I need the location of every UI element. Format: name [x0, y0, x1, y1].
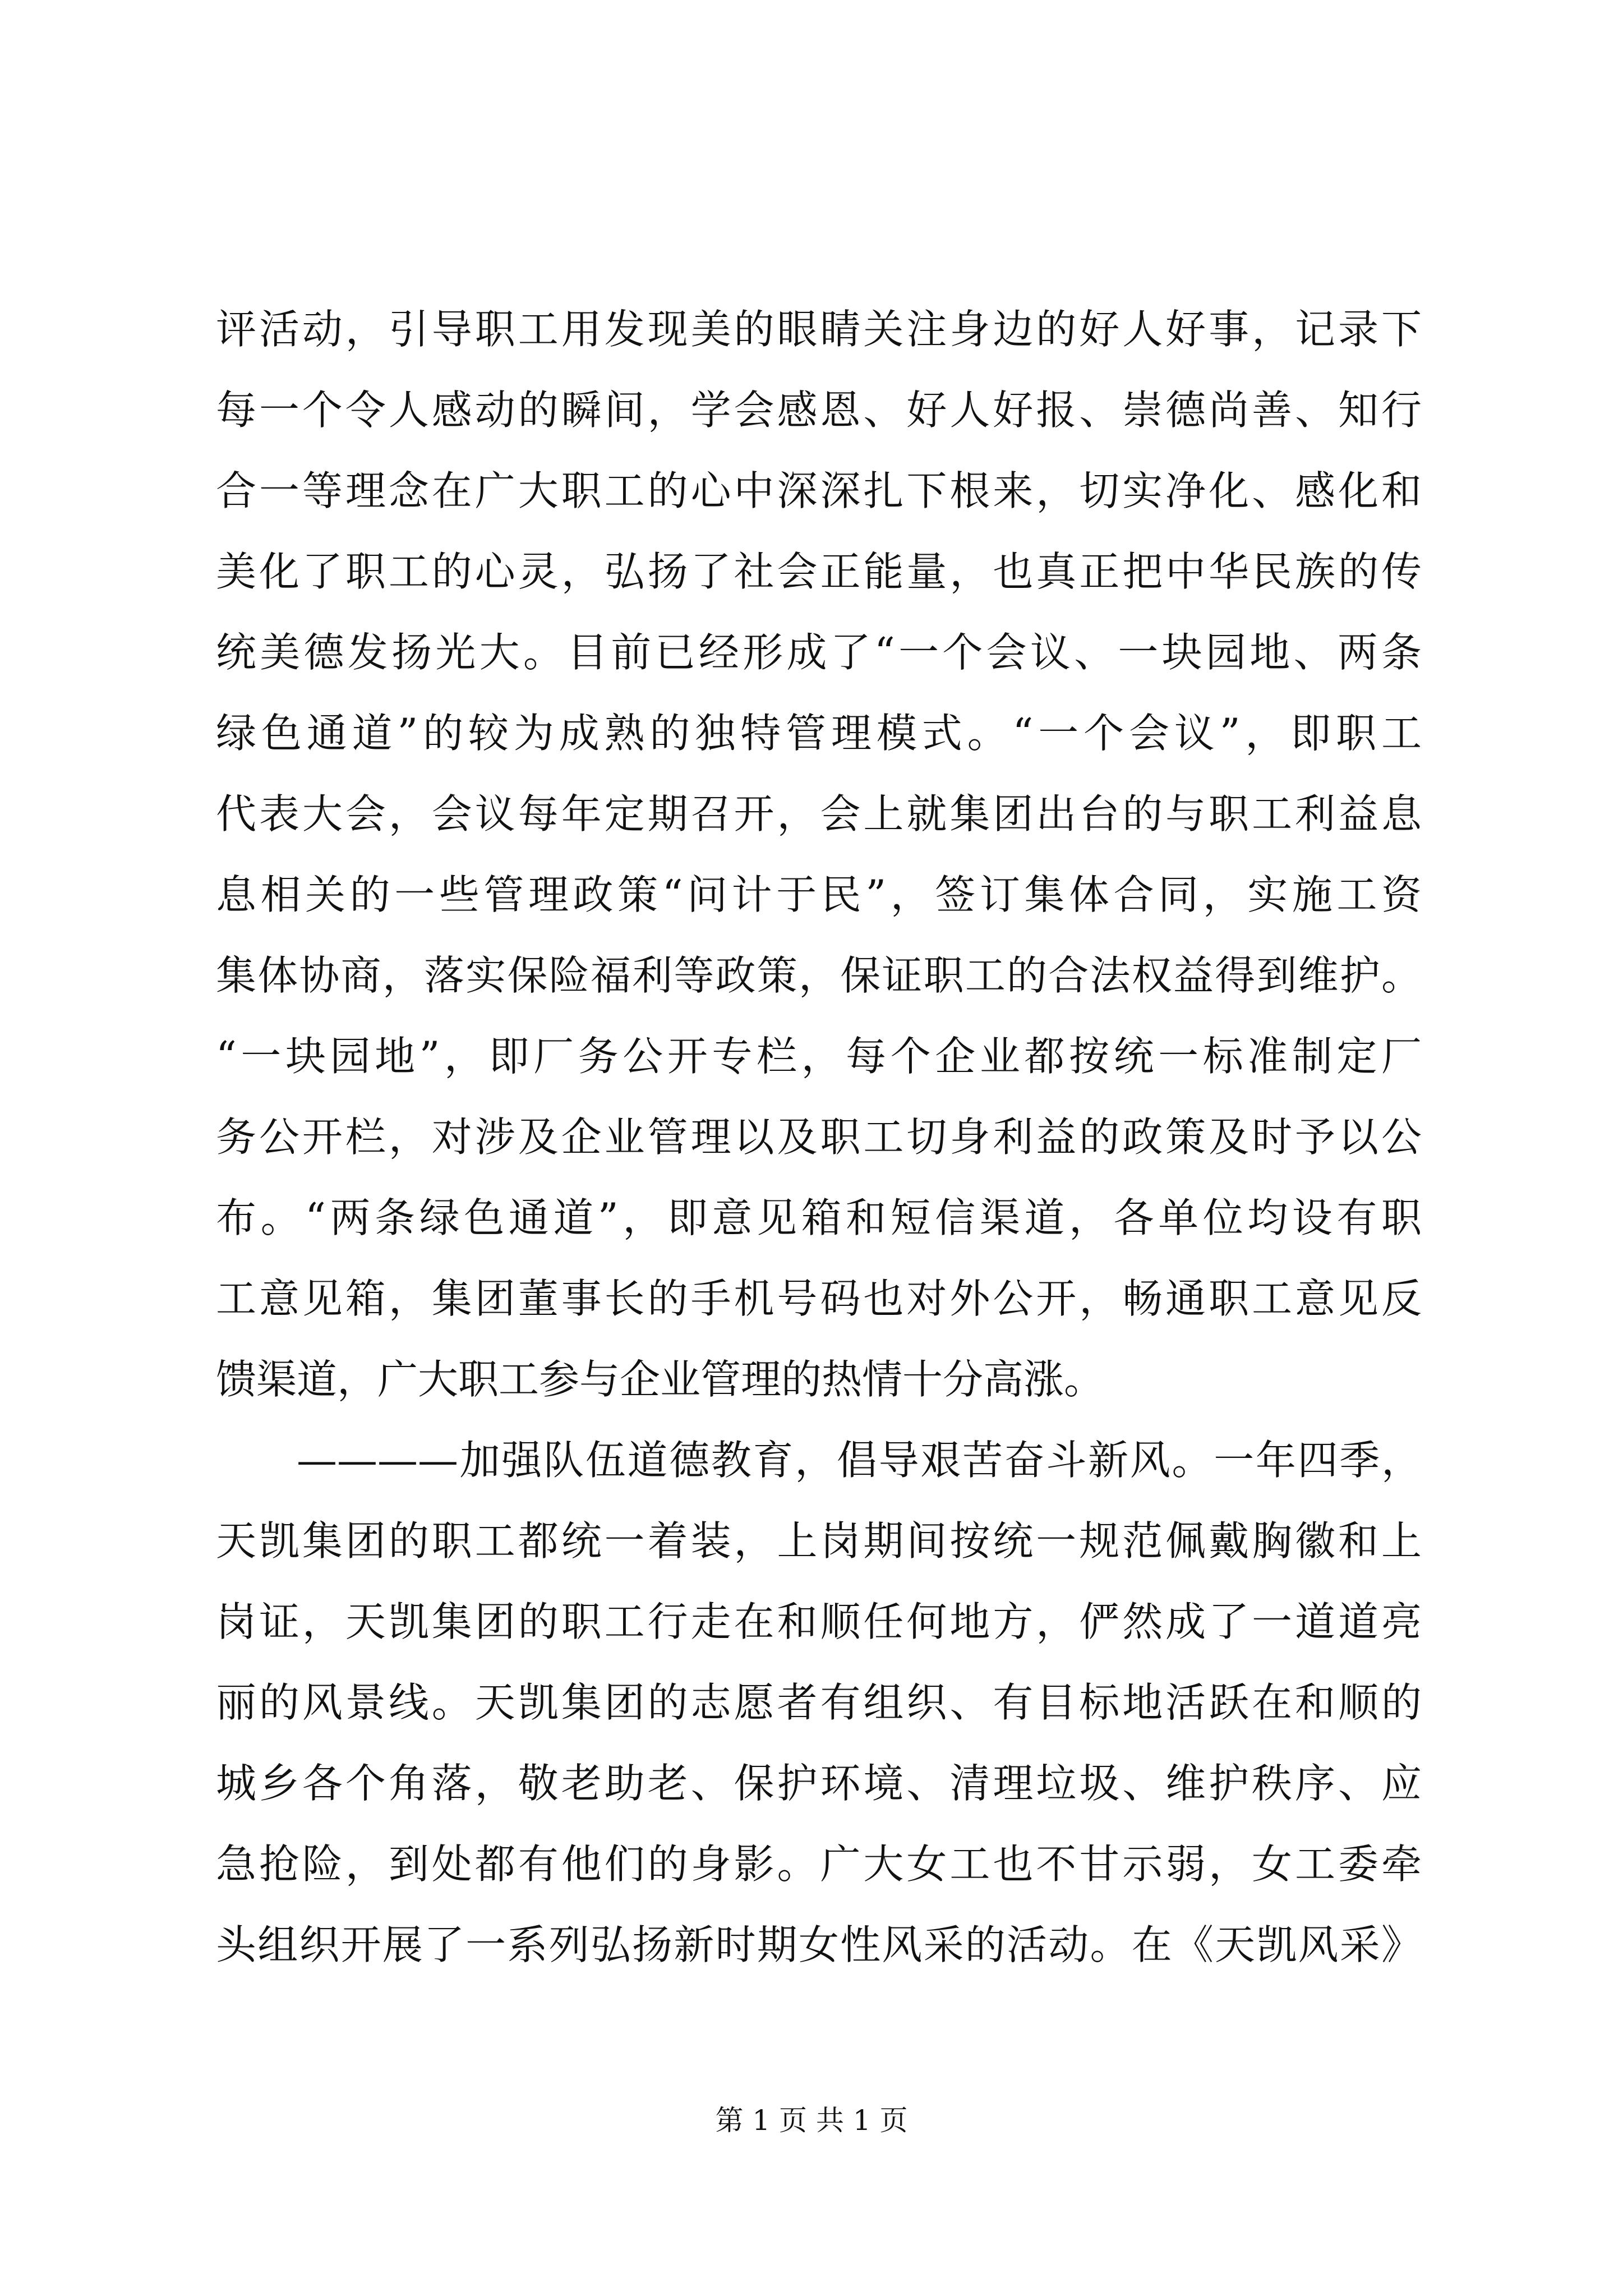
text-line: 急抢险，到处都有他们的身影。广大女工也不甘示弱，女工委牵	[216, 1841, 1422, 1888]
text-line: 集体协商，落实保险福利等政策，保证职工的合法权益得到维护。	[216, 952, 1422, 999]
text-line: 美化了职工的心灵，弘扬了社会正能量，也真正把中华民族的传	[216, 548, 1422, 595]
text-line: 统美德发扬光大。目前已经形成了“一个会议、一块园地、两条	[216, 629, 1422, 676]
text-line: 岗证，天凯集团的职工行走在和顺任何地方，俨然成了一道道亮	[216, 1598, 1422, 1645]
text-line: 务公开栏，对涉及企业管理以及职工切身利益的政策及时予以公	[216, 1114, 1422, 1161]
text-line: “一块园地”，即厂务公开专栏，每个企业都按统一标准制定厂	[216, 1033, 1422, 1080]
page-number-label: 第 1 页 共 1 页	[715, 2104, 908, 2137]
page-footer	[0, 2101, 1623, 2140]
text-line: 工意见箱，集团董事长的手机号码也对外公开，畅通职工意见反	[216, 1275, 1422, 1322]
body-text	[216, 289, 1422, 1985]
text-line: 头组织开展了一系列弘扬新时期女性风采的活动。在《天凯风采》	[216, 1921, 1422, 1968]
text-line: 每一个令人感动的瞬间，学会感恩、好人好报、崇德尚善、知行	[216, 386, 1422, 434]
text-line: 丽的风景线。天凯集团的志愿者有组织、有目标地活跃在和顺的	[216, 1679, 1422, 1726]
text-line: 代表大会，会议每年定期召开，会上就集团出台的与职工利益息	[216, 790, 1422, 838]
text-line: 馈渠道，广大职工参与企业管理的热情十分高涨。	[216, 1356, 1105, 1403]
text-line: 城乡各个角落，敬老助老、保护环境、清理垃圾、维护秩序、应	[216, 1760, 1422, 1807]
text-line: 绿色通道”的较为成熟的独特管理模式。“一个会议”，即职工	[216, 710, 1422, 757]
text-line: 布。“两条绿色通道”，即意见箱和短信渠道，各单位均设有职	[216, 1194, 1422, 1241]
text-line: 息相关的一些管理政策“问计于民”，签订集体合同，实施工资	[216, 871, 1422, 918]
text-line: 评活动，引导职工用发现美的眼睛关注身边的好人好事，记录下	[216, 306, 1422, 353]
text-line: 合一等理念在广大职工的心中深深扎下根来，切实净化、感化和	[216, 467, 1422, 514]
text-line: 天凯集团的职工都统一着装，上岗期间按统一规范佩戴胸徽和上	[216, 1517, 1422, 1565]
text-line: ————加强队伍道德教育，倡导艰苦奋斗新风。一年四季，	[297, 1437, 1422, 1484]
